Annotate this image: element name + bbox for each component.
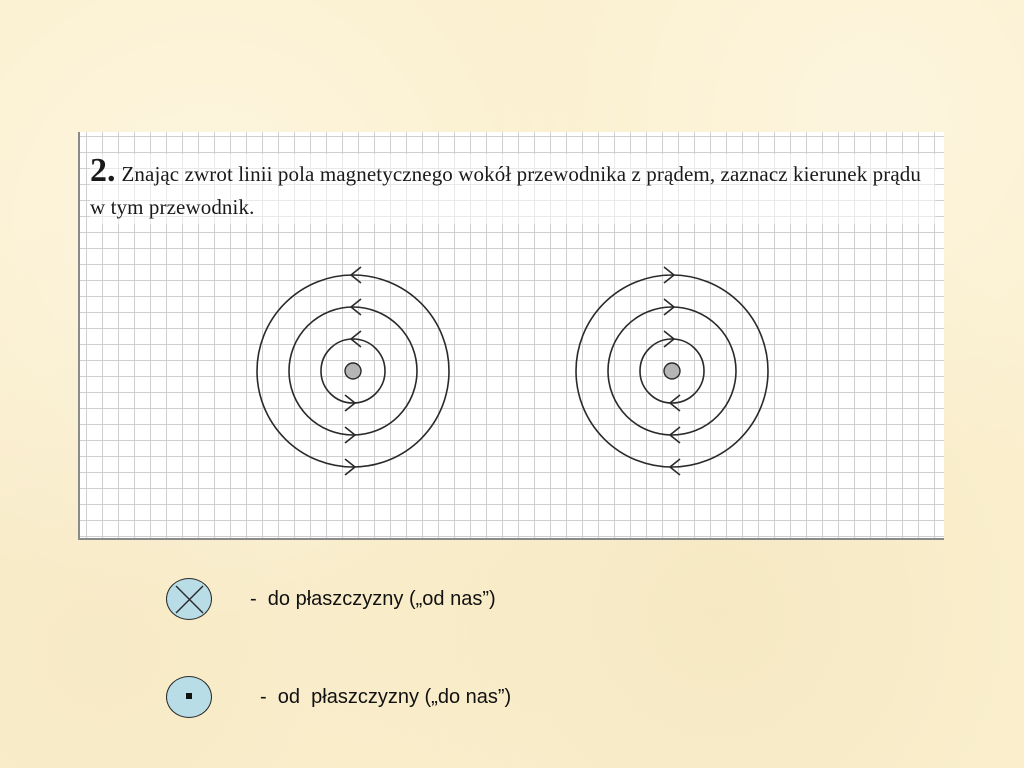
right-field-diagram bbox=[576, 267, 768, 475]
legend-out-of-plane-label: - od płaszczyzny („do nas”) bbox=[260, 685, 512, 708]
dot-marker bbox=[186, 693, 192, 699]
legend-out-of-plane bbox=[166, 676, 511, 718]
left-conductor bbox=[345, 363, 361, 379]
cross-in-circle-icon bbox=[166, 578, 212, 620]
right-conductor bbox=[664, 363, 680, 379]
dot-in-circle-icon bbox=[166, 676, 212, 718]
legend-into-plane bbox=[166, 578, 496, 620]
magnetic-field-diagrams bbox=[80, 132, 946, 540]
legend-into-plane-label: - do płaszczyzny („od nas”) bbox=[250, 587, 496, 610]
worksheet-image bbox=[78, 132, 944, 540]
task-text: Znając zwrot linii pola magnetycznego wokół przewodnika z prądem, zaznacz kierunek prądu w tym przewodnik. bbox=[90, 162, 921, 219]
task-number: 2. bbox=[90, 152, 116, 189]
left-field-diagram bbox=[257, 267, 449, 475]
